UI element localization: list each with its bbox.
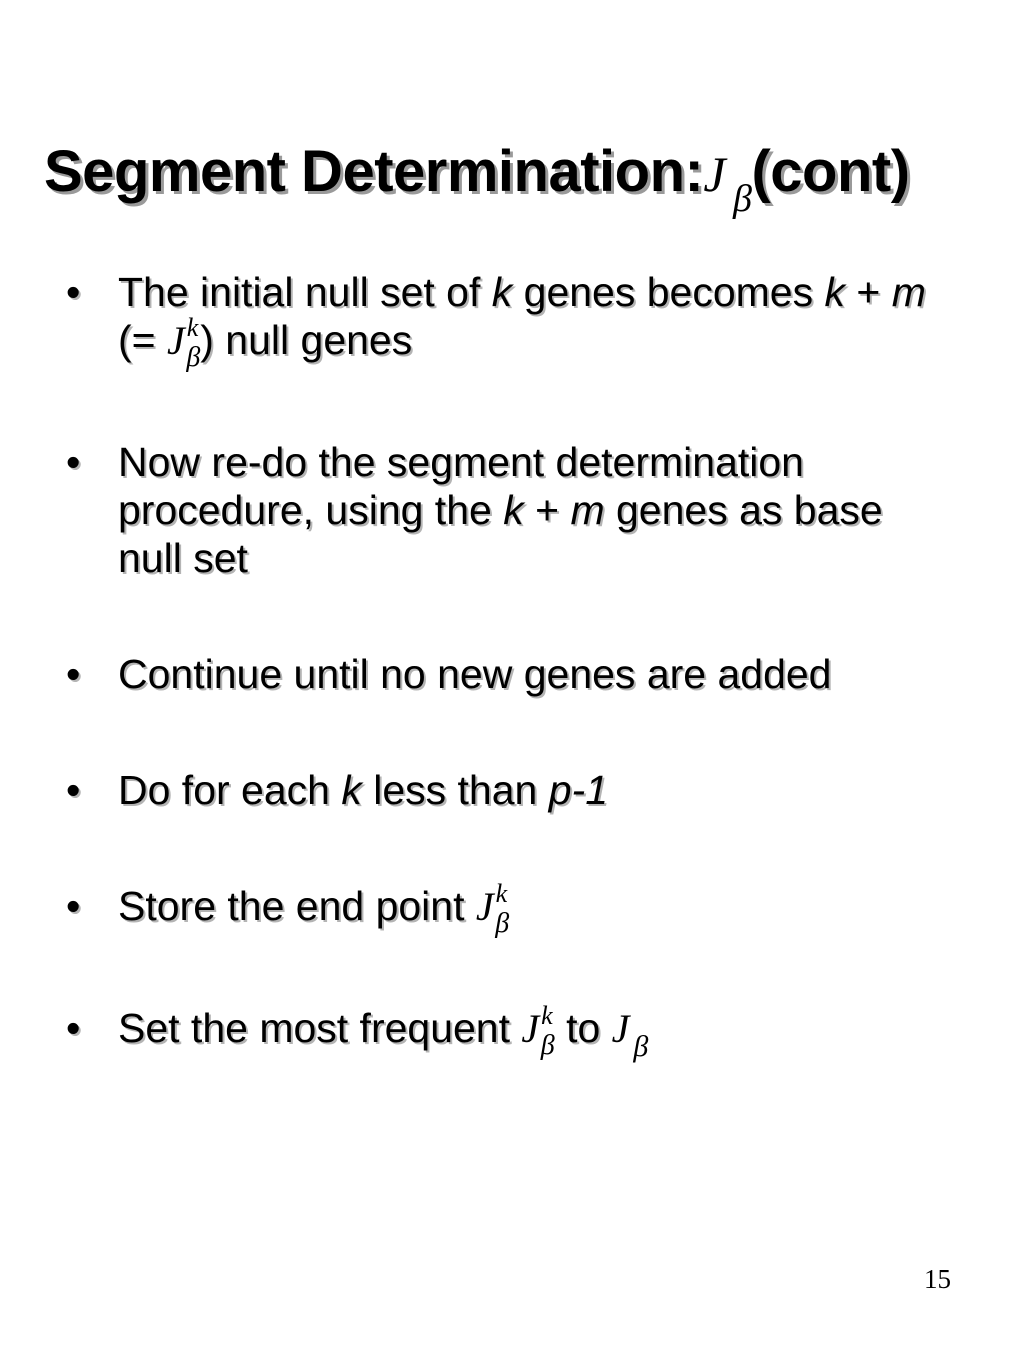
title-math-beta: β (733, 178, 752, 220)
math-sup-k: k (541, 1001, 553, 1030)
math-j-beta-k (167, 313, 201, 373)
bullet-item-most-frequent (66, 1001, 946, 1063)
math-var-k: k (341, 767, 362, 813)
bullet-list (66, 268, 946, 1126)
bullet-item-do-for-each (66, 766, 946, 814)
page-number: 15 (924, 1264, 951, 1294)
bullet-text: less than (361, 767, 549, 813)
math-var-k: k (491, 269, 513, 315)
bullet-text: Now re-do the segment determination procedure, using the (118, 439, 804, 533)
math-sup-k: k (495, 879, 508, 908)
math-var-k: k (824, 269, 845, 315)
math-sub-beta: β (495, 908, 510, 939)
bullet-text: (= (118, 317, 167, 363)
math-j: J (611, 1006, 630, 1051)
math-var-p: p-1 (548, 767, 608, 813)
bullet-item-redo (66, 438, 946, 582)
math-j: J (167, 318, 185, 363)
math-sub-beta: β (540, 1030, 555, 1061)
title-text: Segment Determination: (44, 139, 704, 204)
math-j: J (475, 884, 494, 929)
bullet-text: genes as base null set (118, 487, 883, 581)
math-var-k: k (503, 487, 524, 533)
bullet-text: Do for each (118, 767, 342, 813)
slide-title (44, 138, 910, 220)
title-math-j: J (703, 146, 726, 202)
math-sup-k: k (186, 313, 199, 342)
math-var-m: m (570, 487, 605, 533)
math-var-m: m (891, 269, 926, 315)
bullet-text: Continue until no new genes are added (118, 651, 832, 697)
math-j-beta-k (521, 1001, 555, 1061)
math-sub-beta: β (633, 1030, 649, 1063)
title-suffix: (cont) (751, 139, 910, 204)
bullet-text: Set the most frequent (118, 1005, 522, 1051)
bullet-text: + (845, 269, 892, 315)
bullet-text: Store the end point (118, 883, 476, 929)
math-sub-beta: β (186, 342, 201, 373)
bullet-text: genes becomes (512, 269, 825, 315)
bullet-text: The initial null set of (118, 269, 492, 315)
bullet-text: ) null genes (200, 317, 413, 363)
bullet-text: to (554, 1005, 612, 1051)
math-j-beta (611, 1004, 649, 1063)
bullet-item-continue (66, 650, 946, 698)
bullet-text: + (523, 487, 571, 533)
math-j: J (521, 1006, 540, 1051)
bullet-item-null-set (66, 268, 946, 373)
bullet-item-store (66, 879, 946, 939)
math-j-beta-k (475, 879, 510, 939)
